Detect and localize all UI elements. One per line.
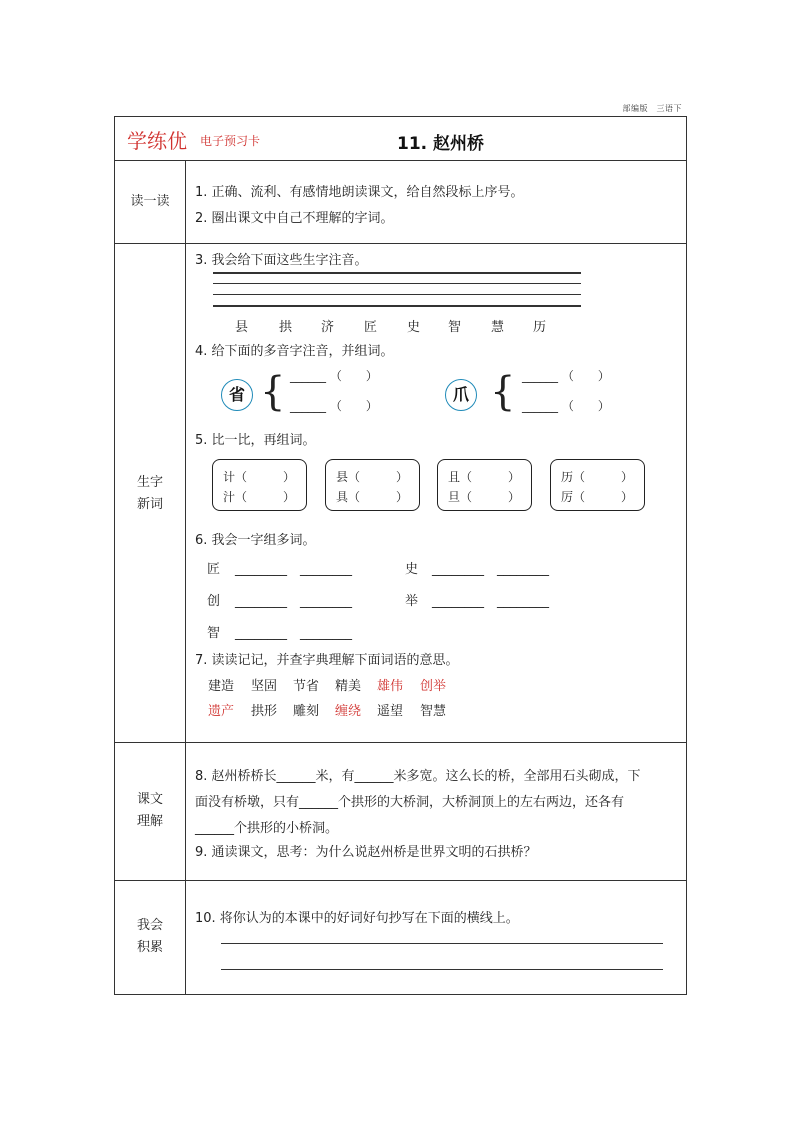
- compare-box: [437, 459, 532, 511]
- compare-box: [212, 459, 307, 511]
- answer-blank[interactable]: ______ （ ）: [290, 369, 378, 383]
- question-9: 9. 通读课文，思考：为什么说赵州桥是世界文明的石拱桥？: [195, 845, 537, 860]
- answer-blank[interactable]: ________ ________: [235, 594, 353, 609]
- question-4: 4. 给下面的多音字注音，并组词。: [195, 344, 394, 359]
- polyphonic-char: 省: [221, 379, 253, 411]
- question-8-line-2: 面没有桥墩，只有______个拱形的大桥洞，大桥洞顶上的左右两边，还各有: [195, 795, 625, 810]
- pinyin-line[interactable]: [213, 305, 581, 307]
- word: 精美: [335, 679, 362, 694]
- compare-item[interactable]: 旦（ ）: [448, 490, 521, 504]
- word: 坚固: [251, 679, 278, 694]
- lesson-title: 11. 赵州桥: [397, 134, 485, 154]
- writing-line[interactable]: [221, 969, 663, 970]
- preview-card: [114, 116, 687, 995]
- compare-item[interactable]: 厉（ ）: [561, 490, 634, 504]
- compare-item[interactable]: 历（ ）: [561, 470, 634, 484]
- answer-blank[interactable]: ______ （ ）: [522, 369, 610, 383]
- row-divider: [115, 243, 686, 244]
- section-label-read: 读一读: [130, 194, 170, 209]
- question-1: 1. 正确、流利、有感情地朗读课文，给自然段标上序号。: [195, 185, 524, 200]
- word: 遥望: [377, 704, 404, 719]
- compare-item[interactable]: 计（ ）: [223, 470, 296, 484]
- row-divider: [115, 742, 686, 743]
- question-5: 5. 比一比，再组词。: [195, 433, 316, 448]
- character: 济: [321, 320, 335, 335]
- question-3: 3. 我会给下面这些生字注音。: [195, 253, 368, 268]
- question-6: 6. 我会一字组多词。: [195, 533, 316, 548]
- column-divider: [185, 161, 186, 994]
- compare-item[interactable]: 县（ ）: [336, 470, 409, 484]
- q6-char: 创: [207, 594, 221, 609]
- polyphonic-char: 爪: [445, 379, 477, 411]
- word: 建造: [208, 679, 235, 694]
- character: 智: [448, 320, 462, 335]
- compare-item[interactable]: 且（ ）: [448, 470, 521, 484]
- highlighted-word: 遗产: [208, 704, 235, 719]
- question-8-line-1: 8. 赵州桥桥长______米，有______米多宽。这么长的桥，全部用石头砌成，下: [195, 769, 641, 784]
- section-label-accumulate: 我会 积累: [136, 918, 163, 955]
- section-label-newchars: 生字 新词: [136, 475, 163, 512]
- card-header: [115, 117, 686, 161]
- q6-char: 智: [207, 626, 221, 641]
- answer-blank[interactable]: ______ （ ）: [290, 399, 378, 413]
- brace: {: [490, 369, 516, 415]
- q6-char: 匠: [207, 562, 221, 577]
- answer-blank[interactable]: ________ ________: [432, 594, 550, 609]
- compare-item[interactable]: 具（ ）: [336, 490, 409, 504]
- brand-subtitle: 电子预习卡: [200, 134, 261, 148]
- word: 智慧: [420, 704, 447, 719]
- character: 县: [235, 320, 249, 335]
- answer-blank[interactable]: ________ ________: [432, 562, 550, 577]
- word: 拱形: [251, 704, 278, 719]
- section-label-understand: 课文 理解: [136, 792, 163, 829]
- pinyin-line[interactable]: [213, 283, 581, 284]
- answer-blank[interactable]: ______ （ ）: [522, 399, 610, 413]
- answer-blank[interactable]: ________ ________: [235, 562, 353, 577]
- brand-logo: 学练优: [127, 129, 187, 153]
- character: 匠: [364, 320, 378, 335]
- question-2: 2. 圈出课文中自己不理解的字词。: [195, 211, 394, 226]
- q6-char: 史: [405, 562, 419, 577]
- compare-item[interactable]: 汁（ ）: [223, 490, 296, 504]
- question-8-line-3: ______个拱形的小桥洞。: [195, 821, 339, 836]
- answer-blank[interactable]: ________ ________: [235, 626, 353, 641]
- pinyin-line[interactable]: [213, 272, 581, 274]
- brace: {: [260, 369, 286, 415]
- row-divider: [115, 880, 686, 881]
- question-10: 10. 将你认为的本课中的好词好句抄写在下面的横线上。: [195, 911, 519, 926]
- highlighted-word: 雄伟: [377, 679, 404, 694]
- compare-box: [325, 459, 420, 511]
- q6-char: 举: [405, 594, 419, 609]
- pinyin-line[interactable]: [213, 294, 581, 295]
- word: 雕刻: [293, 704, 320, 719]
- edition-label: 部编版 三语下: [622, 104, 682, 113]
- highlighted-word: 创举: [420, 679, 447, 694]
- character: 历: [533, 320, 547, 335]
- character: 慧: [491, 320, 505, 335]
- question-7: 7. 读读记记，并查字典理解下面词语的意思。: [195, 653, 459, 668]
- word: 节省: [293, 679, 320, 694]
- compare-box: [550, 459, 645, 511]
- writing-line[interactable]: [221, 943, 663, 944]
- character: 拱: [279, 320, 293, 335]
- character: 史: [407, 320, 421, 335]
- highlighted-word: 缠绕: [335, 704, 362, 719]
